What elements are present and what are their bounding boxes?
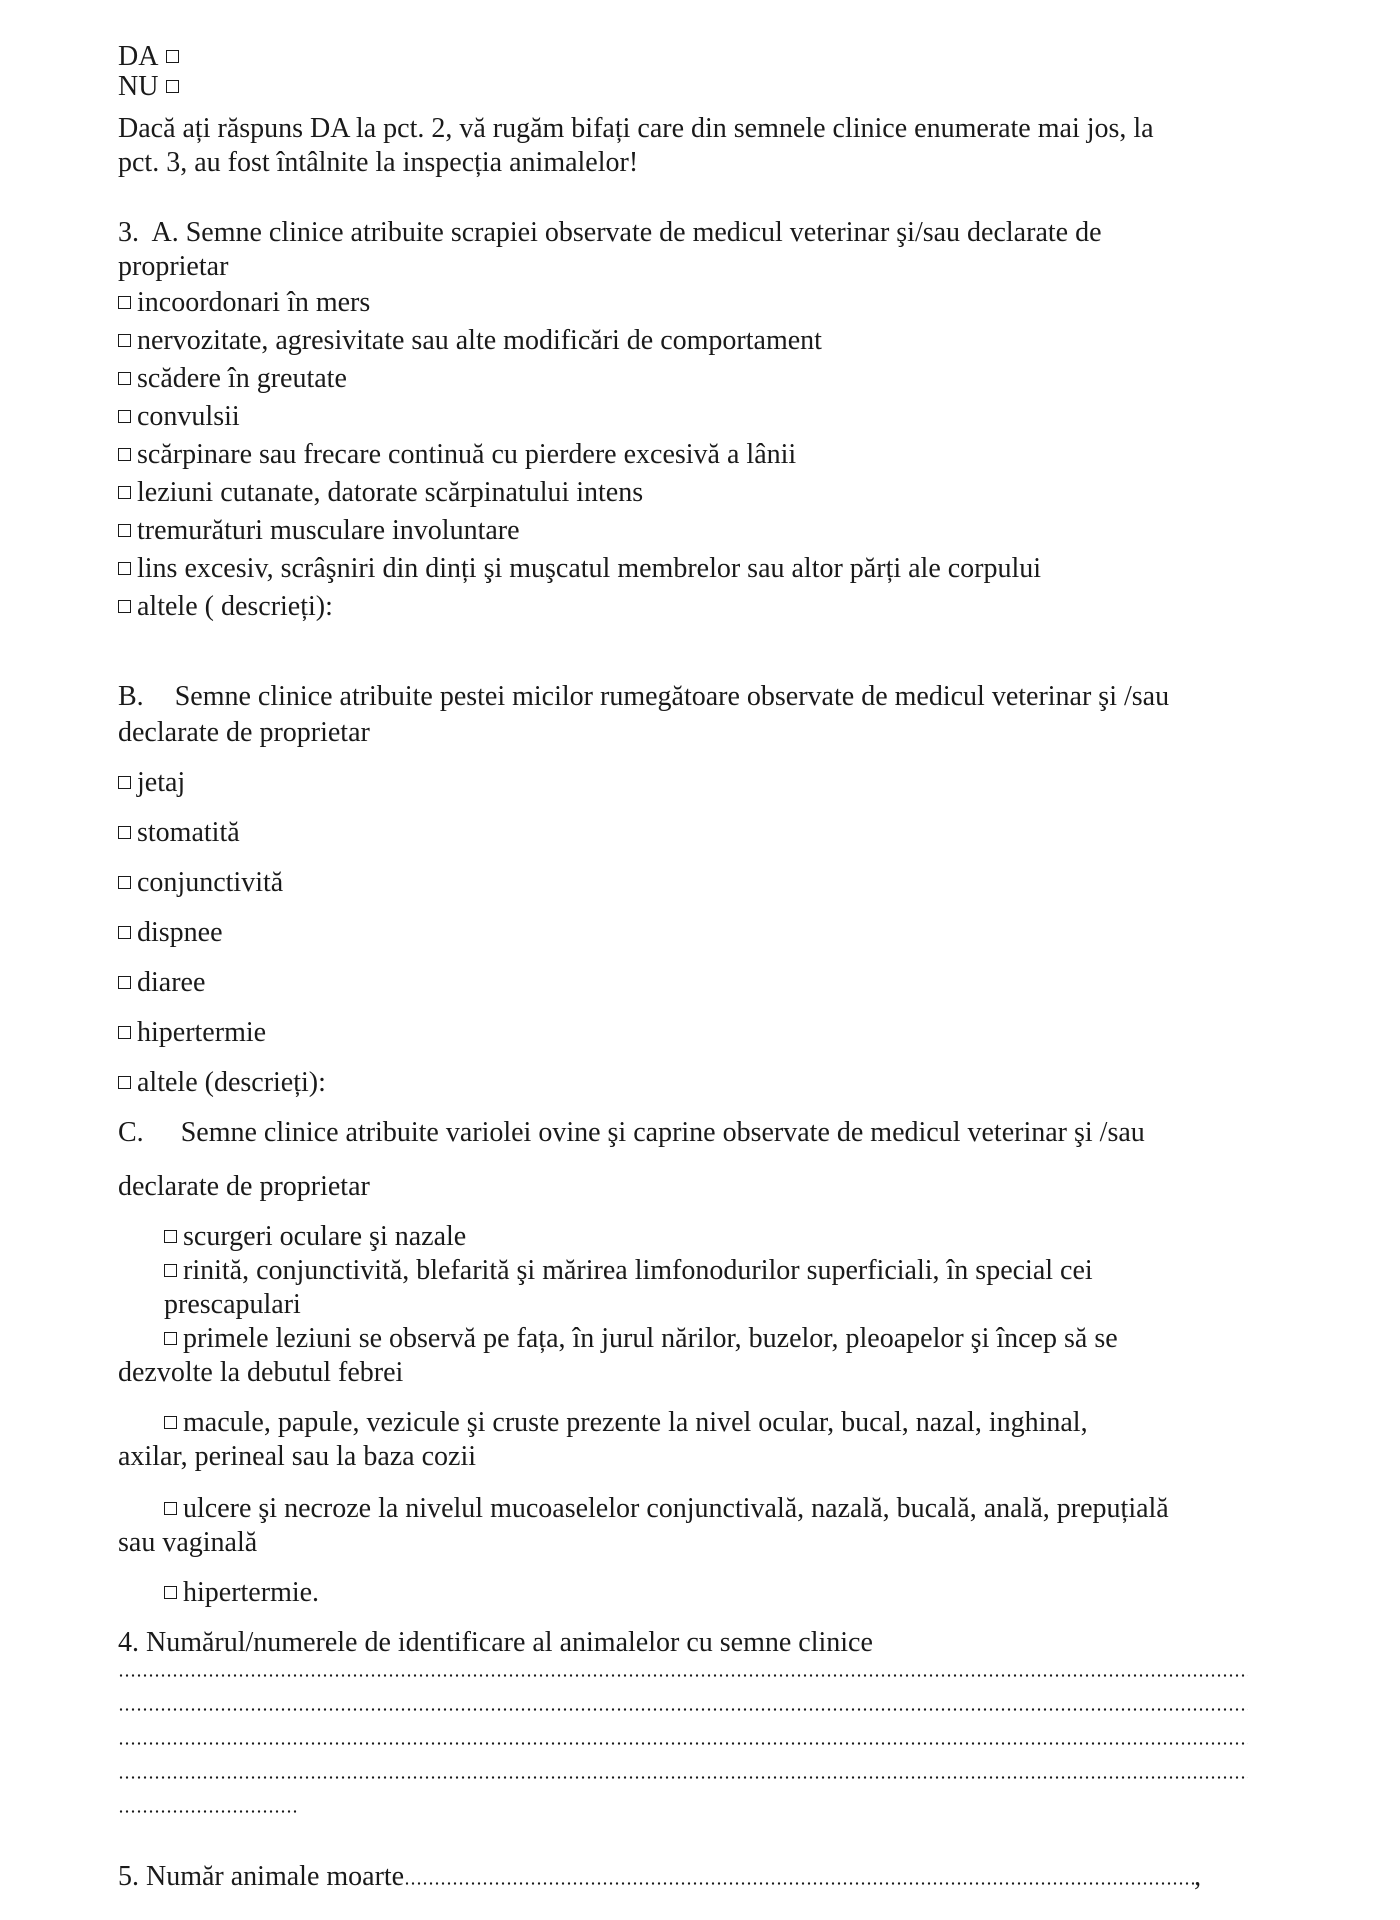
section-c-letter: C. <box>118 1117 144 1148</box>
section-5-row <box>118 1860 1201 1894</box>
answer-line[interactable] <box>118 1810 298 1813</box>
answer-line[interactable] <box>118 1708 1248 1711</box>
checkbox[interactable] <box>164 1332 177 1345</box>
checkbox[interactable] <box>118 486 131 499</box>
dead-animals-field[interactable] <box>404 1882 1194 1885</box>
nu-label: NU <box>118 71 159 102</box>
checklist-item[interactable]: ulcere şi necroze la nivelul mucoaselelor conjunctivală, nazală, bucală, anală, prepuțială <box>164 1492 1169 1526</box>
checklist-item[interactable]: nervozitate, agresivitate sau alte modificări de comportament <box>118 324 822 358</box>
checklist-item[interactable]: jetaj <box>118 766 185 800</box>
section-c-heading-cont: declarate de proprietar <box>118 1171 370 1202</box>
section-a-number: 3. <box>118 217 139 248</box>
checkbox[interactable] <box>118 926 131 939</box>
checklist-item-cont: axilar, perineal sau la baza cozii <box>118 1441 477 1472</box>
answer-line[interactable] <box>118 1742 1248 1745</box>
checklist-item[interactable]: altele (descrieți): <box>118 1066 326 1100</box>
section-a-heading <box>118 216 1102 250</box>
answer-line[interactable] <box>118 1674 1248 1677</box>
checklist-item[interactable]: stomatită <box>118 816 240 850</box>
checklist-item[interactable]: hipertermie. <box>164 1576 319 1610</box>
section-a-heading-cont: proprietar <box>118 251 229 282</box>
checklist-item[interactable]: scărpinare sau frecare continuă cu pierdere excesivă a lânii <box>118 438 796 472</box>
checklist-item[interactable]: tremurături musculare involuntare <box>118 514 520 548</box>
checklist-item[interactable]: leziuni cutanate, datorate scărpinatului intens <box>118 476 643 510</box>
checklist-item[interactable]: convulsii <box>118 400 240 434</box>
checklist-item[interactable]: hipertermie <box>118 1016 266 1050</box>
checklist-item[interactable]: altele ( descrieți): <box>118 590 333 624</box>
checklist-item[interactable]: macule, papule, vezicule şi cruste prezente la nivel ocular, bucal, nazal, inghinal, <box>164 1406 1088 1440</box>
checkbox[interactable] <box>118 524 131 537</box>
nu-checkbox[interactable] <box>166 80 179 93</box>
checkbox[interactable] <box>118 976 131 989</box>
checklist-item[interactable]: conjunctivită <box>118 866 283 900</box>
checklist-item[interactable]: incoordonari în mers <box>118 286 370 320</box>
option-nu[interactable] <box>118 70 179 104</box>
checkbox[interactable] <box>118 876 131 889</box>
option-da[interactable] <box>118 40 179 74</box>
checklist-item[interactable]: rinită, conjunctivită, blefarită şi mărirea limfonodurilor superficiali, în special cei <box>164 1254 1093 1288</box>
section-b-letter: B. <box>118 681 144 712</box>
checkbox[interactable] <box>118 296 131 309</box>
checkbox[interactable] <box>118 410 131 423</box>
checklist-item-cont: dezvolte la debutul febrei <box>118 1357 404 1388</box>
checkbox[interactable] <box>118 562 131 575</box>
checklist-item[interactable]: lins excesiv, scrâşniri din dinți şi muşcatul membrelor sau altor părți ale corpului <box>118 552 1041 586</box>
section-5-label: 5. Număr animale moarte <box>118 1861 405 1892</box>
instruction-line-2: pct. 3, au fost întâlnite la inspecția animalelor! <box>118 147 639 178</box>
section-c-heading <box>118 1116 1145 1150</box>
checkbox[interactable] <box>118 448 131 461</box>
checkbox[interactable] <box>164 1502 177 1515</box>
instruction-line-1: Dacă ați răspuns DA la pct. 2, vă rugăm bifați care din semnele clinice enumerate mai jos, la <box>118 113 1154 144</box>
section-b-heading <box>118 680 1169 714</box>
checkbox[interactable] <box>164 1586 177 1599</box>
checkbox[interactable] <box>118 776 131 789</box>
section-c-title: Semne clinice atribuite variolei ovine şi caprine observate de medicul veterinar şi /sau <box>180 1117 1145 1148</box>
answer-line[interactable] <box>118 1776 1248 1779</box>
checkbox[interactable] <box>118 826 131 839</box>
checklist-item[interactable]: dispnee <box>118 916 223 950</box>
section-4-label: 4. Numărul/numerele de identificare al animalelor cu semne clinice <box>118 1627 873 1658</box>
checklist-item-cont: prescapulari <box>164 1289 301 1320</box>
checklist-item[interactable]: primele leziuni se observă pe fața, în jurul nărilor, buzelor, pleoapelor şi încep să se <box>164 1322 1118 1356</box>
checkbox[interactable] <box>164 1264 177 1277</box>
checkbox[interactable] <box>118 1026 131 1039</box>
checklist-item[interactable]: scurgeri oculare şi nazale <box>164 1220 466 1254</box>
checkbox[interactable] <box>118 334 131 347</box>
checkbox[interactable] <box>118 1076 131 1089</box>
da-label: DA <box>118 41 159 72</box>
section-5-trailing: , <box>1194 1861 1202 1892</box>
checkbox[interactable] <box>164 1416 177 1429</box>
section-b-heading-cont: declarate de proprietar <box>118 717 370 748</box>
checkbox[interactable] <box>118 600 131 613</box>
checkbox[interactable] <box>118 372 131 385</box>
checklist-item[interactable]: diaree <box>118 966 205 1000</box>
checkbox[interactable] <box>164 1230 177 1243</box>
section-a-title: A. Semne clinice atribuite scrapiei observate de medicul veterinar şi/sau declarate de <box>151 217 1102 248</box>
checklist-item[interactable]: scădere în greutate <box>118 362 347 396</box>
da-checkbox[interactable] <box>166 50 179 63</box>
section-b-title: Semne clinice atribuite pestei micilor rumegătoare observate de medicul veterinar şi /sau <box>174 681 1170 712</box>
checklist-item-cont: sau vaginală <box>118 1527 258 1558</box>
